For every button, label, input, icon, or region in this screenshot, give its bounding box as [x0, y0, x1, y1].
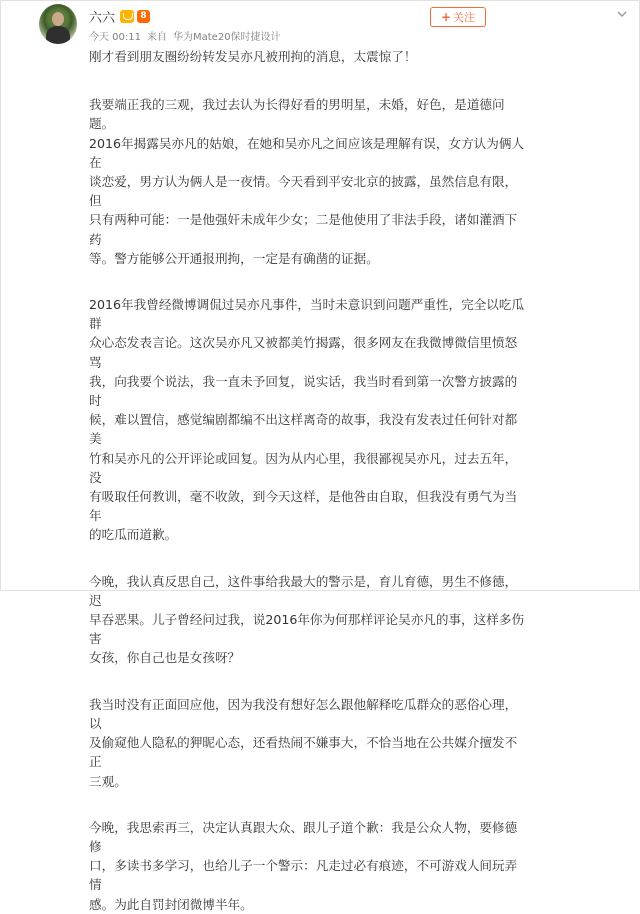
post-date[interactable]: 今天 00:11	[89, 32, 141, 43]
post-line: 感。为此自罚封闭微博半年。	[89, 896, 253, 912]
post-line: 竹和吴亦凡的公开评论或回复。因为从内心里，我很鄙视吴亦凡，过去五年，没	[89, 450, 518, 485]
level-badge-icon: 8	[137, 10, 150, 23]
plus-icon: +	[440, 10, 452, 24]
post-line: 2016年揭露吴亦凡的姑娘，在她和吴亦凡之间应该是理解有误，女方认为俩人在	[89, 135, 525, 170]
avatar-body	[46, 26, 70, 44]
post-line: 女孩，你自己也是女孩呀？	[89, 650, 241, 666]
post-line: 早吞恶果。儿子曾经问过我，说2016年你为何那样评论吴亦凡的事，这样多伤害	[89, 612, 525, 647]
post-line: 众心态发表言论。这次吴亦凡又被都美竹揭露，很多网友在我微博微信里愤怒骂	[89, 335, 518, 370]
post-line: 有吸取任何教训，毫不收敛，到今天这样，是他咎由自取，但我没有勇气为当年	[89, 489, 518, 524]
post-meta	[89, 28, 281, 43]
post-source: 华为Mate20保时捷设计	[173, 32, 281, 43]
source-prefix: 来自	[147, 32, 167, 43]
follow-label: 关注	[453, 11, 476, 24]
post-line: 及偷窥他人隐私的狎昵心态，还看热闹不嫌事大，不恰当地在公共媒介擅发不正	[89, 735, 518, 770]
post-line: 等。警方能够公开通报刑拘，一定是有确凿的证据。	[89, 250, 379, 266]
follow-button[interactable]	[430, 7, 486, 27]
post-line: 口，多读书多学习，也给儿子一个警示：凡走过必有痕迹，不可游戏人间玩弄情	[89, 858, 518, 893]
post-content	[89, 47, 529, 914]
post-line: 我当时没有正面回应他，因为我没有想好怎么跟他解释吃瓜群众的恶俗心理，以	[89, 696, 518, 731]
post-line: 今晚，我思索再三，决定认真跟大众、跟儿子道个歉：我是公众人物，要修德修	[89, 819, 518, 854]
post-line: 的吃瓜而道歉。	[89, 527, 178, 543]
chevron-down-icon[interactable]	[617, 10, 627, 18]
post-line: 候，难以置信，感觉编剧都编不出这样离奇的故事，我没有发表过任何针对都美	[89, 412, 518, 447]
avatar-face	[52, 12, 64, 26]
user-name[interactable]: 六六	[89, 10, 116, 26]
avatar[interactable]	[39, 4, 77, 44]
post-line: 我，向我要个说法，我一直未予回复，说实话，我当时看到第一次警方披露的时	[89, 373, 518, 409]
post-line: 谈恋爱，男方认为俩人是一夜情。今天看到平安北京的披露，虽然信息有限，但	[89, 174, 518, 209]
post-line: 三观。	[89, 773, 127, 789]
post-line: 2016年我曾经微博调侃过吴亦凡事件，当时未意识到问题严重性，完全以吃瓜群	[89, 297, 525, 332]
post-line: 我要端正我的三观，我过去认为长得好看的男明星，未婚，好色，是道德问题。	[89, 97, 505, 132]
post-line: 只有两种可能：一是他强奸未成年少女；二是他使用了非法手段，诸如灌酒下药	[89, 212, 518, 247]
vip-crown-icon	[120, 10, 134, 23]
post-line: 今晚，我认真反思自己，这件事给我最大的警示是，育儿育德，男生不修德，迟	[89, 573, 518, 608]
post-line: 刚才看到朋友圈纷纷转发吴亦凡被刑拘的消息，太震惊了！	[89, 49, 417, 64]
user-name-row	[89, 8, 150, 24]
